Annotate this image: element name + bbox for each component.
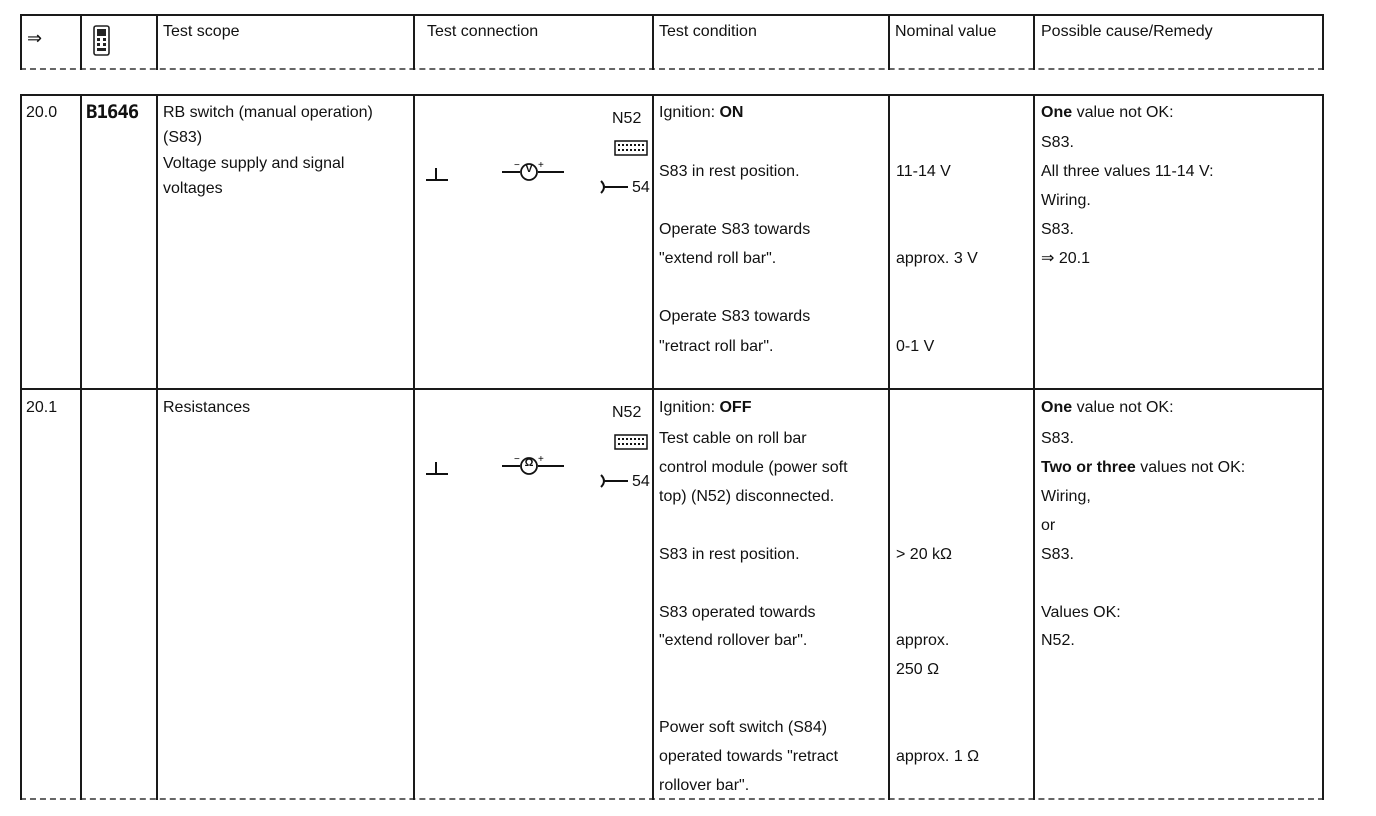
cause-line: One value not OK:: [1041, 104, 1174, 121]
cause-line: Two or three values not OK:: [1041, 459, 1246, 476]
cause-line: S83.: [1041, 546, 1074, 563]
condition-line: "extend roll bar".: [659, 250, 777, 267]
condition-line: control module (power soft: [659, 459, 848, 476]
condition-line: S83 in rest position.: [659, 546, 800, 563]
row-divider: [20, 388, 1324, 390]
condition-line: "retract roll bar".: [659, 338, 774, 355]
header-col-line: [20, 14, 22, 70]
cause-line: S83.: [1041, 134, 1074, 151]
cause-line: or: [1041, 517, 1056, 534]
body-bottom-border: [20, 798, 1324, 800]
module-label: N52: [612, 110, 642, 127]
meter-symbol: Ω: [524, 457, 534, 469]
condition-line: Test cable on roll bar: [659, 430, 807, 447]
body-col-line: [80, 94, 82, 800]
condition-line: rollover bar".: [659, 777, 750, 794]
scope-line: voltages: [163, 180, 223, 197]
cause-line: Values OK:: [1041, 604, 1121, 621]
body-col-line: [652, 94, 654, 800]
body-col-line: [413, 94, 415, 800]
nominal-value: 0-1 V: [896, 338, 935, 355]
row-step: 20.1: [26, 399, 58, 416]
cause-line: Wiring.: [1041, 192, 1091, 209]
condition-line: Operate S83 towards: [659, 221, 811, 238]
header-test-scope: Test scope: [163, 23, 240, 40]
svg-text:+: +: [538, 160, 544, 171]
control-module-icon: [613, 138, 649, 158]
header-arrow: ⇒: [27, 28, 43, 48]
header-col-line: [652, 14, 654, 70]
condition-line: Operate S83 towards: [659, 308, 811, 325]
header-col-line: [80, 14, 82, 70]
meter-symbol: V: [525, 163, 533, 175]
svg-text:−: −: [514, 454, 520, 465]
header-possible-cause: Possible cause/Remedy: [1041, 23, 1213, 40]
pin-label: 54: [632, 179, 650, 196]
ground-symbol: [424, 460, 450, 478]
nominal-value: > 20 kΩ: [896, 546, 952, 563]
scope-line: Resistances: [163, 399, 251, 416]
cause-line: Wiring,: [1041, 488, 1091, 505]
condition-line: Ignition: OFF: [659, 399, 752, 416]
scope-line: RB switch (manual operation): [163, 104, 373, 121]
ground-symbol: [424, 166, 450, 184]
header-col-line: [156, 14, 158, 70]
svg-text:+: +: [538, 454, 544, 465]
fault-code: B1646: [86, 101, 139, 123]
condition-line: top) (N52) disconnected.: [659, 488, 835, 505]
body-top-border: [20, 94, 1324, 96]
nominal-value: approx. 1 Ω: [896, 748, 980, 765]
control-module-icon: [613, 432, 649, 452]
header-nominal-value: Nominal value: [895, 23, 997, 40]
header-col-line: [1322, 14, 1324, 70]
cause-line: One value not OK:: [1041, 399, 1174, 416]
nominal-value: approx.: [896, 632, 950, 649]
header-top-border: [20, 14, 1324, 16]
module-label: N52: [612, 404, 642, 421]
header-col-line: [413, 14, 415, 70]
pin-connector-icon: [598, 472, 630, 490]
header-bottom-border: [20, 68, 1324, 70]
condition-line: "extend rollover bar".: [659, 632, 808, 649]
body-col-line: [1033, 94, 1035, 800]
cause-line: N52.: [1041, 632, 1075, 649]
condition-line: S83 operated towards: [659, 604, 816, 621]
body-col-line: [888, 94, 890, 800]
cause-line: S83.: [1041, 221, 1074, 238]
header-col-line: [888, 14, 890, 70]
nominal-value: 250 Ω: [896, 661, 940, 678]
nominal-value: approx. 3 V: [896, 250, 978, 267]
cause-line: S83.: [1041, 430, 1074, 447]
header-col-line: [1033, 14, 1035, 70]
header-test-connection: Test connection: [427, 23, 539, 40]
condition-line: S83 in rest position.: [659, 163, 800, 180]
body-col-line: [156, 94, 158, 800]
condition-line: operated towards "retract: [659, 748, 839, 765]
header-test-condition: Test condition: [659, 23, 757, 40]
cause-line: All three values 11-14 V:: [1041, 163, 1214, 180]
scope-line: (S83): [163, 129, 203, 146]
condition-line: Ignition: ON: [659, 104, 744, 121]
body-col-line: [1322, 94, 1324, 800]
body-col-line: [20, 94, 22, 800]
svg-text:−: −: [514, 160, 520, 171]
pin-label: 54: [632, 473, 650, 490]
diagnostic-tester-icon: [91, 25, 113, 57]
pin-connector-icon: [598, 178, 630, 196]
cause-link[interactable]: ⇒ 20.1: [1041, 250, 1090, 267]
nominal-value: 11-14 V: [896, 163, 951, 180]
row-step: 20.0: [26, 104, 58, 121]
condition-line: Power soft switch (S84): [659, 719, 828, 736]
scope-line: Voltage supply and signal: [163, 155, 345, 172]
